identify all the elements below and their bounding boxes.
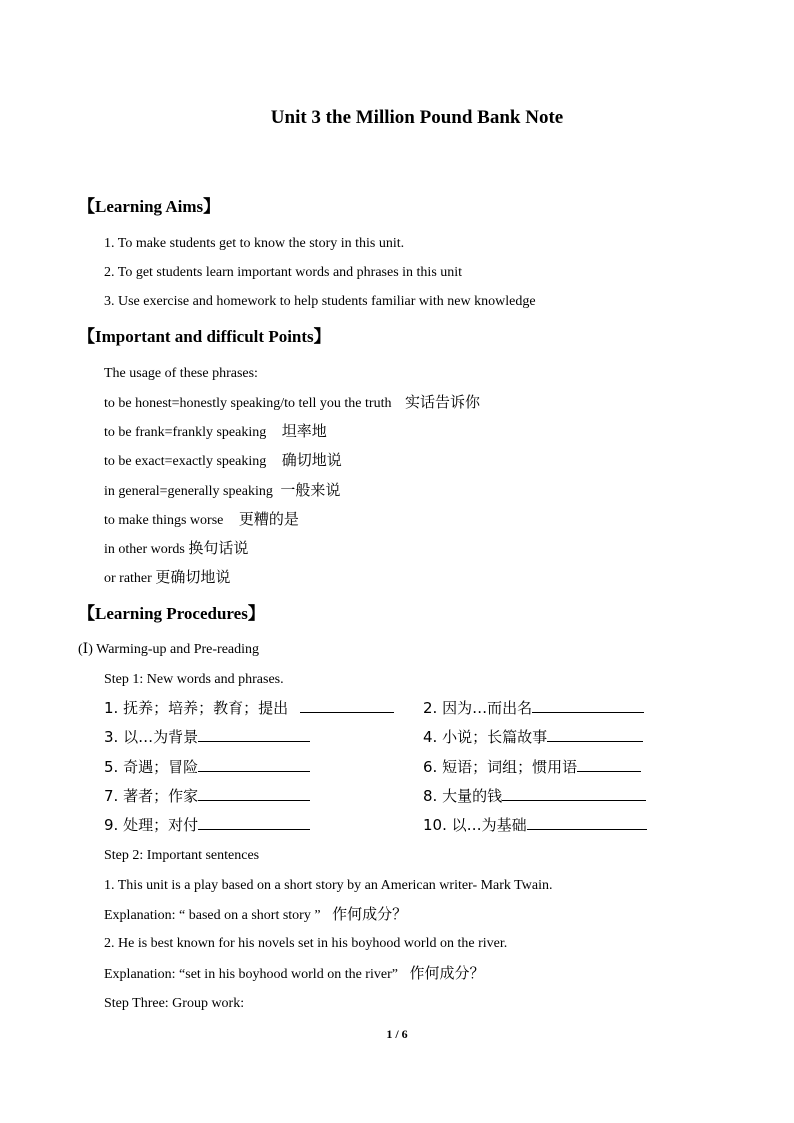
phrase-cn: 确切地说 <box>281 451 342 469</box>
vocab-item-6: 6. 短语；词组；惯用语 <box>423 757 641 777</box>
vocab-item-4: 4. 小说；长篇故事 <box>423 727 643 747</box>
page-title: Unit 3 the Million Pound Bank Note <box>270 107 564 128</box>
answer-blank[interactable] <box>577 757 641 772</box>
step-two-title: Step 2: Important sentences <box>104 848 260 863</box>
answer-blank[interactable] <box>198 786 310 801</box>
answer-blank[interactable] <box>300 698 394 713</box>
vocab-item-2: 2. 因为…而出名 <box>423 698 644 718</box>
phrase-cn: 坦率地 <box>281 422 327 440</box>
explanation-2: Explanation: “set in his boyhood world on the river” 作何成分？ <box>104 964 485 982</box>
phrase-cn: 更确切地说 <box>155 568 231 586</box>
answer-blank[interactable] <box>502 786 646 801</box>
learning-procedures-heading: 【Learning Procedures】 <box>78 604 265 623</box>
phrase-row <box>104 480 340 502</box>
phrase-cn: 换句话说 <box>188 539 249 557</box>
sentence-1: 1. This unit is a play based on a short story by an American writer- Mark Twain. <box>104 878 553 893</box>
phrase-cn: 实话告诉你 <box>404 393 480 411</box>
part-one-title: (Ⅰ) Warming-up and Pre-reading <box>78 642 260 657</box>
phrases-intro: The usage of these phrases: <box>104 366 258 381</box>
phrase-en: to make things worse <box>104 513 224 528</box>
phrase-cn: 更糟的是 <box>238 510 299 528</box>
phrase-row <box>104 538 248 560</box>
vocab-item-8: 8. 大量的钱 <box>423 786 646 806</box>
answer-blank[interactable] <box>198 815 310 830</box>
phrase-row <box>104 450 342 472</box>
aim-item-1: 1. To make students get to know the story in this unit. <box>104 236 405 251</box>
vocab-item-7: 7. 著者；作家 <box>104 786 310 806</box>
phrase-cn: 一般来说 <box>280 481 341 499</box>
aim-item-3: 3. Use exercise and homework to help students familiar with new knowledge <box>104 294 536 309</box>
phrase-row <box>104 567 230 589</box>
vocab-item-5: 5. 奇遇；冒险 <box>104 757 310 777</box>
vocab-item-10: 10. 以…为基础 <box>423 815 647 835</box>
phrase-en: to be honest=honestly speaking/to tell you the truth <box>104 396 392 411</box>
phrase-row <box>104 509 299 531</box>
answer-blank[interactable] <box>532 698 644 713</box>
answer-blank[interactable] <box>198 727 310 742</box>
phrase-en: to be exact=exactly speaking <box>104 454 267 469</box>
learning-aims-heading: 【Learning Aims】 <box>78 197 221 216</box>
page-number: 1 / 6 <box>386 1027 408 1041</box>
phrase-row <box>104 392 480 414</box>
answer-blank[interactable] <box>547 727 643 742</box>
sentence-2: 2. He is best known for his novels set in his boyhood world on the river. <box>104 936 508 951</box>
important-points-heading: 【Important and difficult Points】 <box>78 327 331 346</box>
step-one-title: Step 1: New words and phrases. <box>104 672 284 687</box>
explanation-1: Explanation: “ based on a short story ” 作何成分？ <box>104 905 408 923</box>
phrase-en: to be frank=frankly speaking <box>104 425 267 440</box>
phrase-en: in other words <box>104 542 185 557</box>
phrase-en: or rather <box>104 571 152 586</box>
vocab-item-3: 3. 以…为背景 <box>104 727 310 747</box>
phrase-row <box>104 421 327 443</box>
step-three-title: Step Three: Group work: <box>104 996 245 1011</box>
aim-item-2: 2. To get students learn important words and phrases in this unit <box>104 265 463 280</box>
phrase-en: in general=generally speaking <box>104 484 273 499</box>
answer-blank[interactable] <box>198 757 310 772</box>
vocab-item-9: 9. 处理；对付 <box>104 815 310 835</box>
vocab-item-1: 1. 抚养；培养；教育；提出 <box>104 698 394 718</box>
answer-blank[interactable] <box>527 815 647 830</box>
